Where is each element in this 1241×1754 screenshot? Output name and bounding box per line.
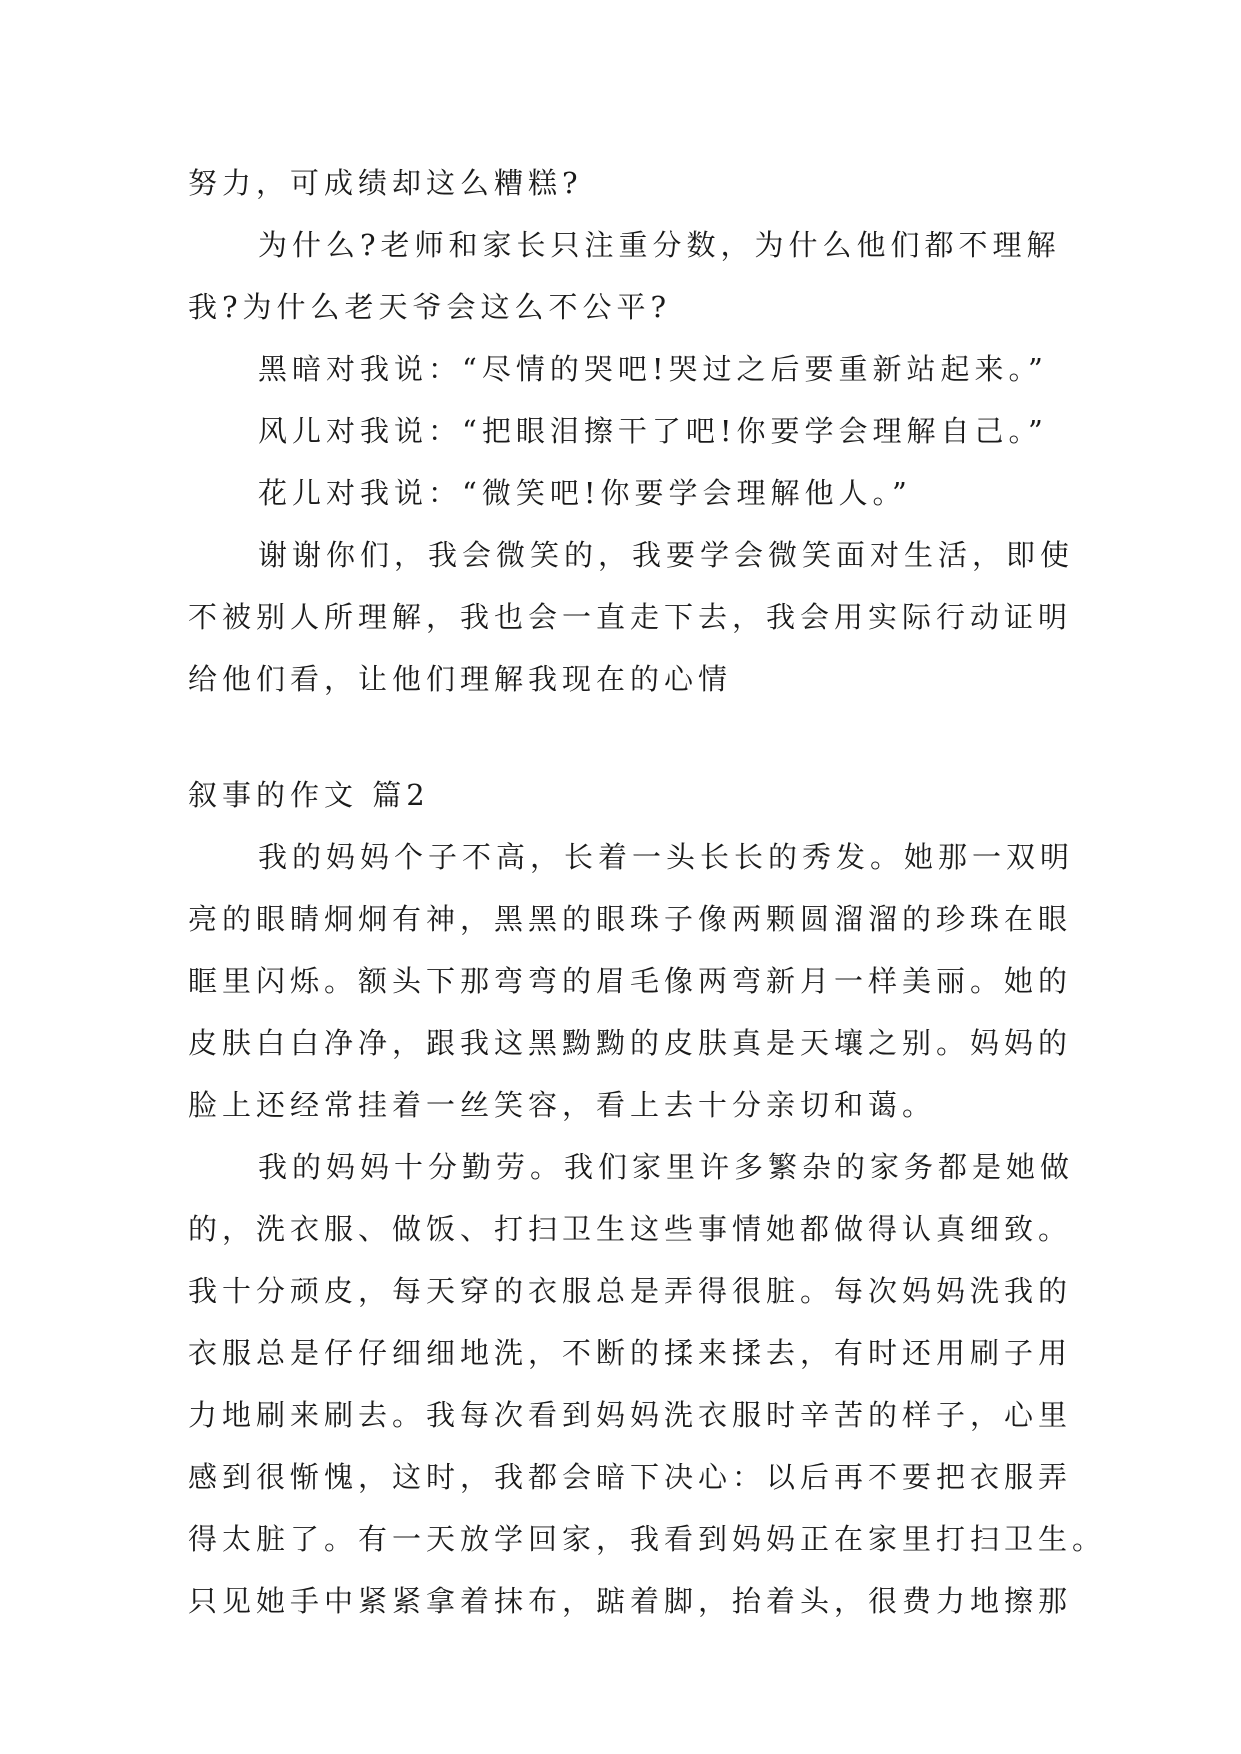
paragraph-line: 谢谢你们，我会微笑的，我要学会微笑面对生活，即使 (258, 538, 1075, 572)
paragraph-line: 只见她手中紧紧拿着抹布，踮着脚，抬着头，很费力地擦那 (188, 1584, 1073, 1618)
paragraph-line: 为什么?老师和家长只注重分数，为什么他们都不理解 (258, 228, 1061, 262)
paragraph-line: 得太脏了。有一天放学回家，我看到妈妈正在家里打扫卫生。 (188, 1522, 1107, 1556)
paragraph-line: 我?为什么老天爷会这么不公平? (188, 290, 672, 324)
essay-part-1 (188, 152, 1075, 710)
paragraph-line: 不被别人所理解，我也会一直走下去，我会用实际行动证明 (188, 600, 1073, 634)
essay-part-2 (188, 826, 1107, 1632)
paragraph-line: 的，洗衣服、做饭、打扫卫生这些事情她都做得认真细致。 (188, 1212, 1073, 1246)
paragraph-line: 给他们看，让他们理解我现在的心情 (188, 662, 733, 696)
paragraph-line: 努力，可成绩却这么糟糕? (188, 166, 583, 200)
paragraph-line: 我的妈妈十分勤劳。我们家里许多繁杂的家务都是她做 (258, 1150, 1075, 1184)
document-body (188, 152, 1107, 1632)
section-heading: 叙事的作文 篇2 (188, 778, 430, 812)
paragraph-line: 衣服总是仔仔细细地洗，不断的揉来揉去，有时还用刷子用 (188, 1336, 1073, 1370)
paragraph-line: 感到很惭愧，这时，我都会暗下决心：以后再不要把衣服弄 (188, 1460, 1073, 1494)
paragraph-line: 我十分顽皮，每天穿的衣服总是弄得很脏。每次妈妈洗我的 (188, 1274, 1073, 1308)
paragraph-line: 风儿对我说：“把眼泪擦干了吧!你要学会理解自己。” (258, 414, 1048, 448)
paragraph-line: 皮肤白白净净，跟我这黑黝黝的皮肤真是天壤之别。妈妈的 (188, 1026, 1073, 1060)
paragraph-line: 眶里闪烁。额头下那弯弯的眉毛像两弯新月一样美丽。她的 (188, 964, 1073, 998)
paragraph-line: 我的妈妈个子不高，长着一头长长的秀发。她那一双明 (258, 840, 1075, 874)
paragraph-line: 花儿对我说：“微笑吧!你要学会理解他人。” (258, 476, 912, 510)
paragraph-line: 力地刷来刷去。我每次看到妈妈洗衣服时辛苦的样子，心里 (188, 1398, 1073, 1432)
paragraph-line: 黑暗对我说：“尽情的哭吧!哭过之后要重新站起来。” (258, 352, 1048, 386)
paragraph-line: 脸上还经常挂着一丝笑容，看上去十分亲切和蔼。 (188, 1088, 937, 1122)
paragraph-line: 亮的眼睛炯炯有神，黑黑的眼珠子像两颗圆溜溜的珍珠在眼 (188, 902, 1073, 936)
